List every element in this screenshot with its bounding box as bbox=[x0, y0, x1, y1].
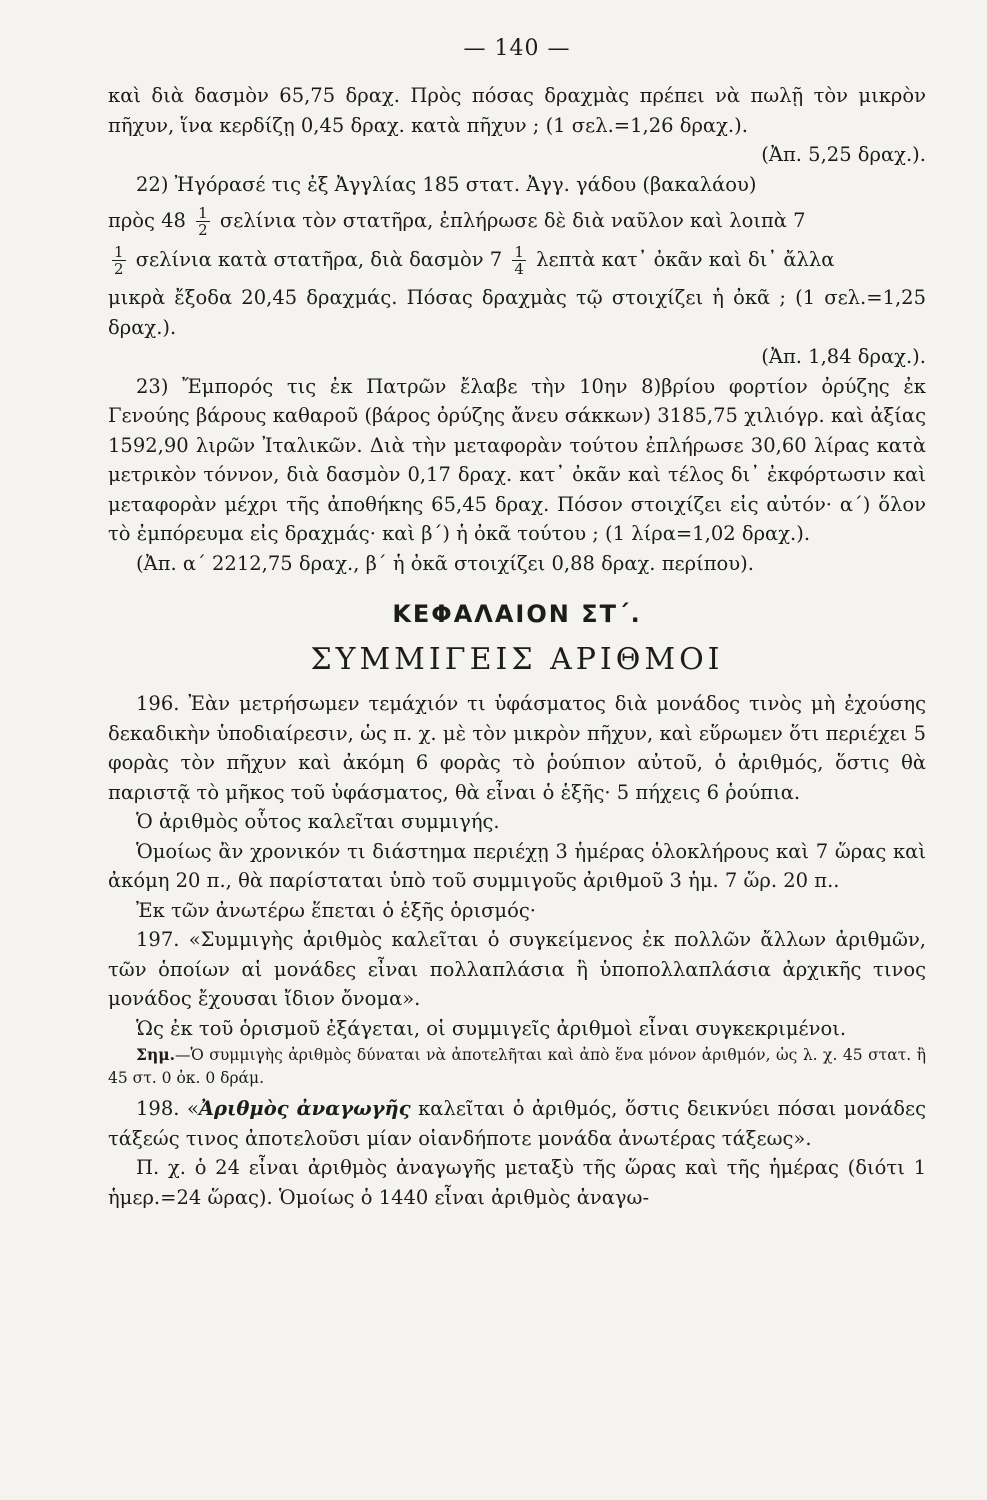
fraction-numerator: 1 bbox=[114, 243, 124, 261]
fraction-numerator: 1 bbox=[514, 243, 524, 261]
exercise-22-line-3 bbox=[108, 244, 926, 277]
exercise-22-line-2 bbox=[108, 205, 926, 238]
section-198-lead: 198. « bbox=[136, 1097, 199, 1120]
exercise-22-line-1: 22) Ἠγόρασέ τις ἐξ Ἀγγλίας 185 στατ. Ἀγγ. γάδου (βακαλάου) bbox=[136, 172, 757, 196]
exercise-22-line-3b: λεπτὰ κατ᾽ ὀκᾶν καὶ δι᾽ ἄλλα bbox=[536, 248, 835, 271]
page-number: — 140 — bbox=[463, 36, 571, 61]
exercise-22-line-2b: σελίνια τὸν στατῆρα, ἐπλήρωσε δὲ διὰ ναῦλον καὶ λοιπὰ 7 bbox=[219, 209, 806, 232]
exercise-21-answer: (Ἀπ. 5,25 δραχ.). bbox=[761, 143, 926, 166]
note-label: Σημ. bbox=[136, 1045, 175, 1064]
section-196-paragraph-2: Ὁ ἀριθμὸς οὗτος καλεῖται συμμιγής. bbox=[136, 810, 500, 833]
note-text: —Ὁ συμμιγὴς ἀριθμὸς δύναται νὰ ἀποτελῆται καὶ ἀπὸ ἕνα μόνον ἀριθμόν, ὡς λ. χ. 45 στατ. ἢ 45 στ. 0 ὀκ. 0 δράμ. bbox=[108, 1046, 926, 1087]
exercise-22-line-3a: σελίνια κατὰ στατῆρα, διὰ δασμὸν 7 bbox=[135, 248, 503, 271]
chapter-title: ΣΥΜΜΙΓΕΙΣ ΑΡΙΘΜΟΙ bbox=[310, 642, 724, 677]
fraction-denominator: 2 bbox=[198, 221, 208, 239]
section-198-rest: καλεῖται ὁ ἀριθμός, ὅστις δεικνύει πόσαι μονάδες τάξεώς τινος ἀποτελοῦσι μίαν οἱανδήποτε μονάδα ἀνωτέρας τάξεως». bbox=[108, 1097, 927, 1150]
section-196-paragraph-4: Ἐκ τῶν ἀνωτέρω ἕπεται ὁ ἑξῆς ὁρισμός· bbox=[136, 898, 536, 922]
section-197-paragraph-2: Ὡς ἐκ τοῦ ὁρισμοῦ ἐξάγεται, οἱ συμμιγεῖς ἀριθμοὶ εἶναι συγκεκριμένοι. bbox=[136, 1016, 847, 1040]
section-197-note bbox=[108, 1043, 926, 1090]
page bbox=[108, 36, 926, 1212]
exercise-22-line-2a: πρὸς 48 bbox=[108, 209, 186, 232]
chapter-heading: ΚΕΦΑΛΑΙΟΝ ΣΤ΄. bbox=[392, 600, 642, 628]
fraction-one-half-b bbox=[112, 244, 126, 277]
section-198-example: Π. χ. ὁ 24 εἶναι ἀριθμὸς ἀναγωγῆς μεταξὺ τῆς ὥρας καὶ τῆς ἡμέρας (διότι 1 ἡμερ.=24 ὥρας). Ὁμοίως ὁ 1440 εἶναι ἀριθμὸς ἀναγω- bbox=[108, 1156, 926, 1209]
section-198-term: Ἀριθμὸς ἀναγωγῆς bbox=[198, 1097, 411, 1120]
section-198-definition bbox=[108, 1094, 926, 1153]
exercise-21-text: καὶ διὰ δασμὸν 65,75 δραχ. Πρὸς πόσας δραχμὰς πρέπει νὰ πωλῇ τὸν μικρὸν πῆχυν, ἵνα κερδίζῃ 0,45 δραχ. κατὰ πῆχυν ; (1 σελ.=1,26 δραχ.). bbox=[108, 84, 926, 137]
section-197-definition: 197. «Συμμιγὴς ἀριθμὸς καλεῖται ὁ συγκείμενος ἐκ πολλῶν ἄλλων ἀριθμῶν, τῶν ὁποίων αἱ μονάδες εἶναι πολλαπλάσια ἢ ὑποπολλαπλάσια ἀρχικῆς τινος μονάδος ἔχουσαι ἴδιον ὄνομα». bbox=[108, 928, 926, 1010]
exercise-23-text: 23) Ἔμπορός τις ἐκ Πατρῶν ἔλαβε τὴν 10ην 8)βρίου φορτίον ὀρύζης ἐκ Γενούης βάρους καθαροῦ (βάρος ὀρύζης ἄνευ σάκκων) 3185,75 χιλιόγρ. καὶ ἀξίας 1592,90 λιρῶν Ἰταλικῶν. Διὰ τὴν μεταφορὰν τούτου ἐπλήρωσε 30,60 λίρας κατὰ μετρικὸν τόννον, διὰ δασμὸν 0,17 δραχ. κατ᾽ ὀκᾶν καὶ τέλος δι᾽ ἐκφόρτωσιν καὶ μεταφορὰν μέχρι τῆς ἀποθήκης 65,45 δραχ. Πόσον στοιχίζει εἰς αὐτόν· α΄) ὅλον τὸ ἐμπόρευμα εἰς δραχμάς· καὶ β΄) ἡ ὀκᾶ τούτου ; (1 λίρα=1,02 δραχ.). bbox=[108, 374, 926, 545]
section-196-paragraph-3: Ὁμοίως ἂν χρονικόν τι διάστημα περιέχῃ 3 ἡμέρας ὁλοκλήρους καὶ 7 ὥρας καὶ ἀκόμη 20 π., θὰ παρίσταται ὑπὸ τοῦ συμμιγοῦς ἀριθμοῦ 3 ἡμ. 7 ὥρ. 20 π.. bbox=[108, 839, 926, 892]
exercise-23-answer: (Ἀπ. α΄ 2212,75 δραχ., β΄ ἡ ὀκᾶ στοιχίζει 0,88 δραχ. περίπου). bbox=[136, 551, 754, 575]
fraction-denominator: 2 bbox=[114, 260, 124, 278]
fraction-one-half-a bbox=[196, 205, 210, 238]
section-196-paragraph-1: 196. Ἐὰν μετρήσωμεν τεμάχιόν τι ὑφάσματος διὰ μονάδος τινὸς μὴ ἐχούσης δεκαδικὴν ὑποδιαίρεσιν, ὡς π. χ. μὲ τὸν μικρὸν πῆχυν, καὶ εὕρωμεν ὅτι περιέχει 5 φορὰς τὸν πῆχυν καὶ ἀκόμη 6 φορὰς τὸ ῥούπιον αὐτοῦ, ὁ ἀριθμός, ὅστις θὰ παριστᾷ τὸ μῆκος τοῦ ὑφάσματος, θὰ εἶναι ὁ ἑξῆς· 5 πήχεις 6 ῥούπια. bbox=[108, 692, 926, 804]
fraction-denominator: 4 bbox=[514, 260, 524, 278]
exercise-22-line-4: μικρὰ ἔξοδα 20,45 δραχμάς. Πόσας δραχμὰς τῷ στοιχίζει ἡ ὀκᾶ ; (1 σελ.=1,25 δραχ.). bbox=[108, 286, 926, 339]
exercise-22-answer: (Ἀπ. 1,84 δραχ.). bbox=[761, 345, 926, 368]
fraction-one-quarter bbox=[512, 244, 526, 277]
fraction-numerator: 1 bbox=[198, 204, 208, 222]
